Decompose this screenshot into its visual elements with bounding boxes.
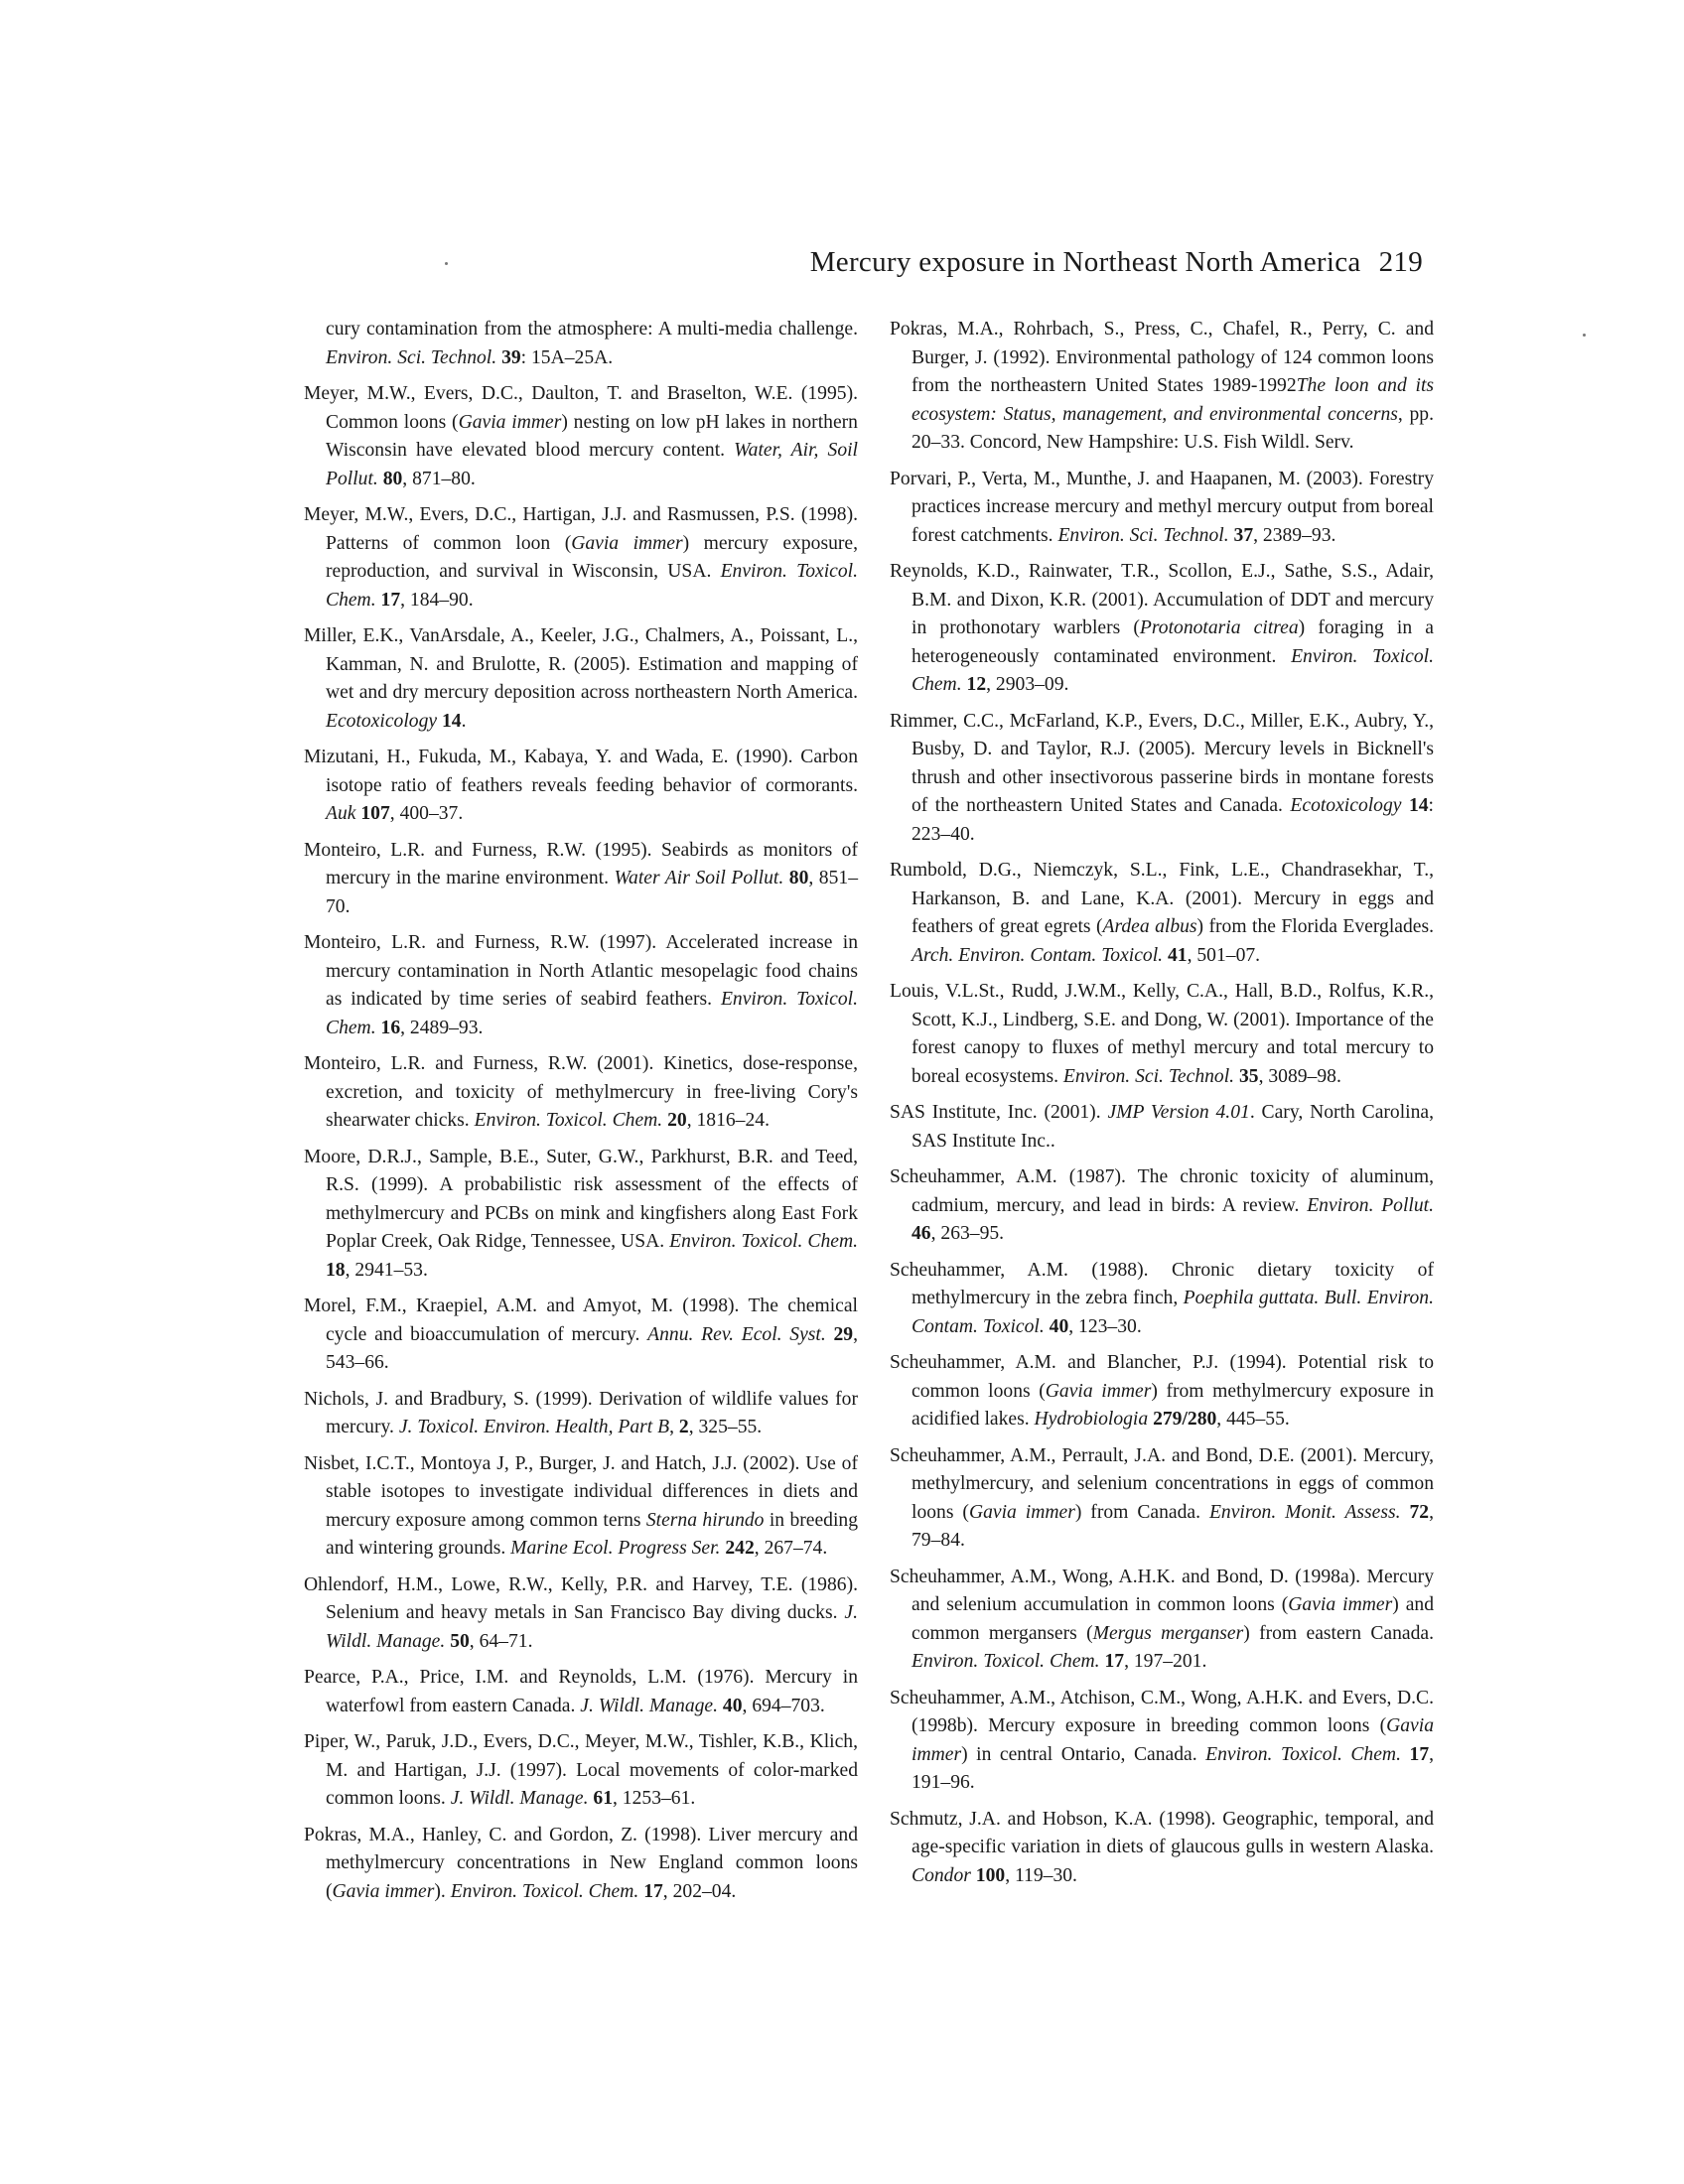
reference-entry: Louis, V.L.St., Rudd, J.W.M., Kelly, C.A., Hall, B.D., Rolfus, K.R., Scott, K.J., Lindberg, S.E. and Dong, W. (2001). Importance of the forest canopy to fluxes of methyl mercury and total mercury to boreal ecosystems. Environ. Sci. Technol. 35, 3089–98. [890,981,1434,1087]
scan-speck [1583,334,1586,337]
reference-entry: Meyer, M.W., Evers, D.C., Daulton, T. and Braselton, W.E. (1995). Common loons (Gavia immer) nesting on low pH lakes in northern Wisconsin have elevated blood mercury content. Water, Air, Soil Pollut. 80, 871–80. [304,383,858,489]
reference-entry: Moore, D.R.J., Sample, B.E., Suter, G.W., Parkhurst, B.R. and Teed, R.S. (1999). A probabilistic risk assessment of the effects of methylmercury and PCBs on mink and kingfishers along East Fork Poplar Creek, Oak Ridge, Tennessee, USA. Environ. Toxicol. Chem. 18, 2941–53. [304,1146,858,1281]
page-number: 219 [1378,246,1423,278]
reference-entry: Scheuhammer, A.M., Perrault, J.A. and Bond, D.E. (2001). Mercury, methylmercury, and selenium concentrations in eggs of common loons (Gavia immer) from Canada. Environ. Monit. Assess. 72, 79–84. [890,1444,1434,1551]
reference-entry: Morel, F.M., Kraepiel, A.M. and Amyot, M. (1998). The chemical cycle and bioaccumulation of mercury. Annu. Rev. Ecol. Syst. 29, 543–66. [304,1296,858,1373]
reference-entry: Nisbet, I.C.T., Montoya J, P., Burger, J. and Hatch, J.J. (2002). Use of stable isotopes to investigate individual differences in diets and mercury exposure among common terns Sterna hirundo in breeding and wintering grounds. Marine Ecol. Progress Ser. 242, 267–74. [304,1452,859,1559]
reference-entry: Porvari, P., Verta, M., Munthe, J. and Haapanen, M. (2003). Forestry practices increase mercury and methyl mercury output from boreal forest catchments. Environ. Sci. Technol. 37, 2389–93. [890,468,1434,546]
reference-entry: Monteiro, L.R. and Furness, R.W. (2001). Kinetics, dose-response, excretion, and toxicity of methylmercury in free-living Cory's shearwater chicks. Environ. Toxicol. Chem. 20, 1816–24. [304,1053,858,1131]
reference-entry: Mizutani, H., Fukuda, M., Kabaya, Y. and Wada, E. (1990). Carbon isotope ratio of feathers reveals feeding behavior of cormorants. Auk 107, 400–37. [304,747,858,824]
reference-entry: Pokras, M.A., Rohrbach, S., Press, C., Chafel, R., Perry, C. and Burger, J. (1992). Environmental pathology of 124 common loons from the northeastern United States 1989-1992The loon and its ecosystem: Status, management, and environmental concerns, pp. 20–33. Concord, New Hampshire: U.S. Fish Wildl. Serv. [890,319,1435,453]
reference-entry: Ohlendorf, H.M., Lowe, R.W., Kelly, P.R. and Harvey, T.E. (1986). Selenium and heavy metals in San Francisco Bay diving ducks. J. Wildl. Manage. 50, 64–71. [304,1573,858,1652]
reference-entry: SAS Institute, Inc. (2001). JMP Version 4.01. Cary, North Carolina, SAS Institute Inc.. [890,1102,1434,1152]
reference-entry: Monteiro, L.R. and Furness, R.W. (1995). Seabirds as monitors of mercury in the marine environment. Water Air Soil Pollut. 80, 851–70. [304,839,858,917]
reference-entry: Meyer, M.W., Evers, D.C., Hartigan, J.J. and Rasmussen, P.S. (1998). Patterns of common loon (Gavia immer) mercury exposure, reproduction, and survival in Wisconsin, USA. Environ. Toxicol. Chem. 17, 184–90. [304,504,858,611]
reference-entry: Schmutz, J.A. and Hobson, K.A. (1998). Geographic, temporal, and age-specific variation in diets of glaucous gulls in western Alaska. Condor 100, 119–30. [890,1808,1434,1886]
reference-entry: Scheuhammer, A.M. (1988). Chronic dietary toxicity of methylmercury in the zebra finch, Poephila guttata. Bull. Environ. Contam. Toxicol. 40, 123–30. [890,1259,1435,1337]
reference-entry: Monteiro, L.R. and Furness, R.W. (1997). Accelerated increase in mercury contamination in North Atlantic mesopelagic food chains as indicated by time series of seabird feathers. Environ. Toxicol. Chem. 16, 2489–93. [304,932,858,1038]
reference-entry: Miller, E.K., VanArsdale, A., Keeler, J.G., Chalmers, A., Poissant, L., Kamman, N. and Brulotte, R. (2005). Estimation and mapping of wet and dry mercury deposition across northeastern North America. Ecotoxicology 14. [304,625,858,732]
reference-entry: Rumbold, D.G., Niemczyk, S.L., Fink, L.E., Chandrasekhar, T., Harkanson, B. and Lane, K.A. (2001). Mercury in eggs and feathers of great egrets (Ardea albus) from the Florida Everglades. Arch. Environ. Contam. Toxicol. 41, 501–07. [890,860,1434,966]
reference-entry: Reynolds, K.D., Rainwater, T.R., Scollon, E.J., Sathe, S.S., Adair, B.M. and Dixon, K.R. (2001). Accumulation of DDT and mercury in prothonotary warblers (Protonotaria citrea) foraging in a heterogeneously contaminated environment. Environ. Toxicol. Chem. 12, 2903–09. [890,561,1434,695]
reference-entry: cury contamination from the atmosphere: A multi-media challenge. Environ. Sci. Technol. 39: 15A–25A. [326,319,858,368]
reference-entry: Scheuhammer, A.M., Atchison, C.M., Wong, A.H.K. and Evers, D.C. (1998b). Mercury exposure in breeding common loons (Gavia immer) in central Ontario, Canada. Environ. Toxicol. Chem. 17, 191–96. [890,1687,1435,1793]
reference-entry: Pokras, M.A., Hanley, C. and Gordon, Z. (1998). Liver mercury and methylmercury concentrations in New England common loons (Gavia immer). Environ. Toxicol. Chem. 17, 202–04. [304,1824,858,1902]
reference-entry: Scheuhammer, A.M. (1987). The chronic toxicity of aluminum, cadmium, mercury, and lead in birds: A review. Environ. Pollut. 46, 263–95. [890,1166,1434,1244]
reference-entry: Nichols, J. and Bradbury, S. (1999). Derivation of wildlife values for mercury. J. Toxicol. Environ. Health, Part B, 2, 325–55. [304,1388,858,1437]
reference-entry: Rimmer, C.C., McFarland, K.P., Evers, D.C., Miller, E.K., Aubry, Y., Busby, D. and Taylor, R.J. (2005). Mercury levels in Bicknell's thrush and other insectivorous passerine birds in montane forests of the northeastern United States and Canada. Ecotoxicology 14: 223–40. [890,710,1434,845]
reference-entry: Scheuhammer, A.M. and Blancher, P.J. (1994). Potential risk to common loons (Gavia immer) from methylmercury exposure in acidified lakes. Hydrobiologia 279/280, 445–55. [890,1352,1435,1430]
reference-entry: Scheuhammer, A.M., Wong, A.H.K. and Bond, D. (1998a). Mercury and selenium accumulation in common loons (Gavia immer) and common mergansers (Mergus merganser) from eastern Canada. Environ. Toxicol. Chem. 17, 197–201. [890,1566,1434,1672]
reference-entry: Piper, W., Paruk, J.D., Evers, D.C., Meyer, M.W., Tishler, K.B., Klich, M. and Hartigan, J.J. (1997). Local movements of color-marked common loons. J. Wildl. Manage. 61, 1253–61. [304,1731,858,1809]
running-head-title: Mercury exposure in Northeast North America [809,246,1361,278]
reference-entry: Pearce, P.A., Price, I.M. and Reynolds, L.M. (1976). Mercury in waterfowl from eastern Canada. J. Wildl. Manage. 40, 694–703. [304,1667,858,1716]
reference-column-left [304,316,858,1914]
scan-speck [445,262,448,265]
reference-column-right [890,316,1434,1898]
running-head [810,246,1423,279]
